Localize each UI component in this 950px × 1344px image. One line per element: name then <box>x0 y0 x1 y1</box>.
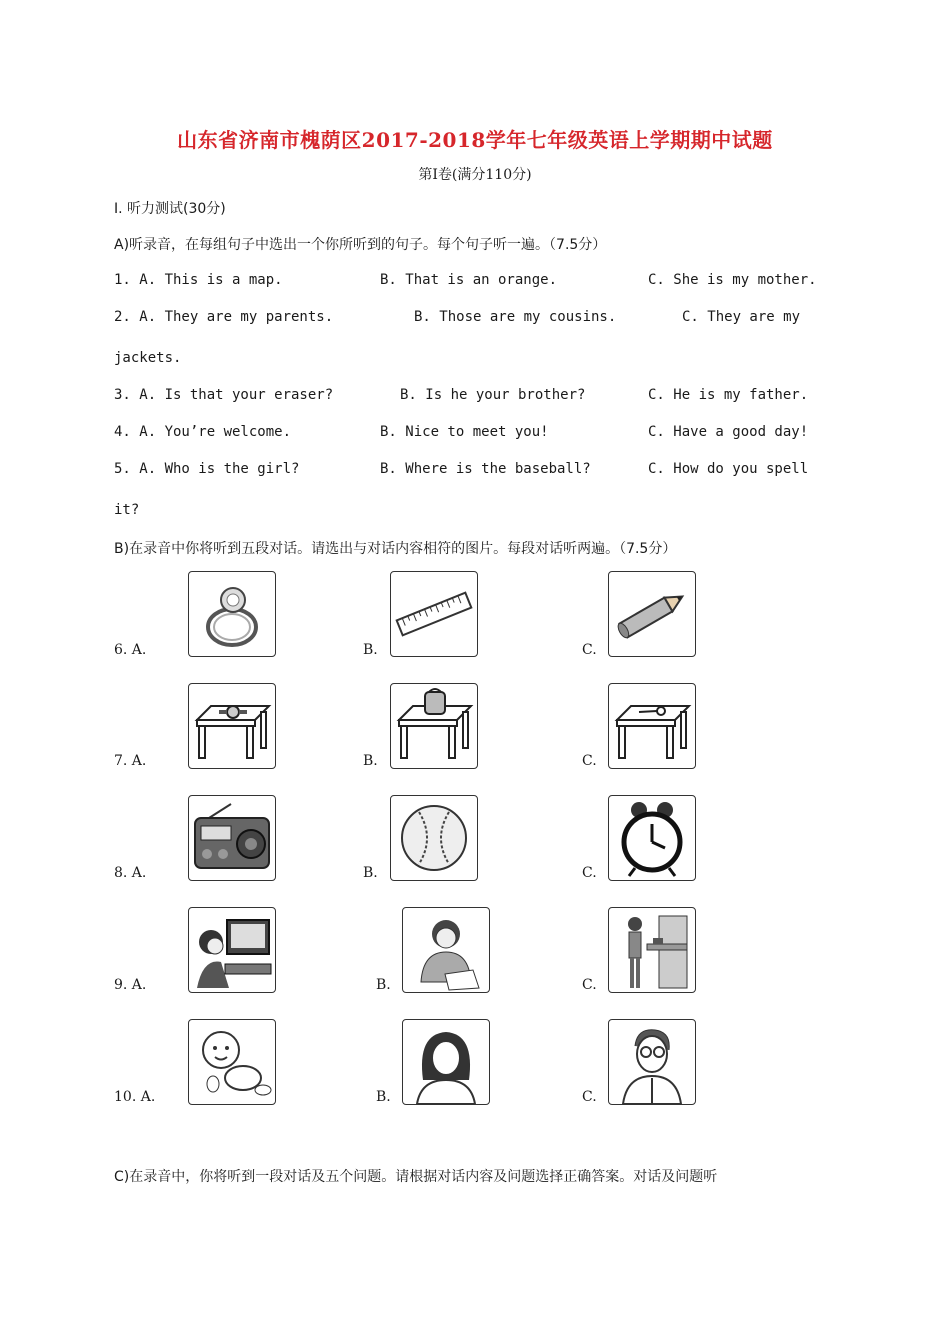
q1-option-a: 1. A. This is a map. <box>114 272 283 288</box>
pencil-image <box>608 571 696 657</box>
q2-option-b: B. Those are my cousins. <box>414 309 617 325</box>
woman-image <box>402 1019 490 1105</box>
baseball-image <box>390 795 478 881</box>
q2-option-c: C. They are my <box>682 309 801 325</box>
baby-image <box>188 1019 276 1105</box>
q5-option-a: 5. A. Who is the girl? <box>114 461 300 477</box>
part-a-instruction: A)听录音，在每组句子中选出一个你所听到的句子。每个句子听一遍。（7.5分） <box>114 237 607 253</box>
q5-option-c: C. How do you spell <box>648 461 809 477</box>
q5-option-b: B. Where is the baseball? <box>380 461 591 477</box>
man-glasses-image <box>608 1019 696 1105</box>
girl-computer-image <box>188 907 276 993</box>
q2-option-a: 2. A. They are my parents. <box>114 309 334 325</box>
q3-option-a: 3. A. Is that your eraser? <box>114 387 334 403</box>
table-key-image <box>608 683 696 769</box>
section-heading: I. 听力测试(30分) <box>114 201 226 217</box>
q9-label-c: C. <box>582 977 597 993</box>
q6-label-c: C. <box>582 642 597 658</box>
q1-option-c: C. She is my mother. <box>648 272 817 288</box>
q9-label-a: 9. A. <box>114 977 147 993</box>
q6-label-b: B. <box>363 642 378 658</box>
part-b-instruction: B)在录音中你将听到五段对话。请选出与对话内容相符的图片。每段对话听两遍。（7.5分） <box>114 541 677 557</box>
q3-option-c: C. He is my father. <box>648 387 809 403</box>
q4-option-b: B. Nice to meet you! <box>380 424 549 440</box>
q10-label-b: B. <box>376 1089 391 1105</box>
q8-label-c: C. <box>582 865 597 881</box>
girl-phone-image <box>608 907 696 993</box>
paper-subtitle: 第Ⅰ卷(满分110分) <box>418 167 532 183</box>
q10-label-a: 10. A. <box>114 1089 156 1105</box>
q4-option-a: 4. A. You’re welcome. <box>114 424 292 440</box>
q1-option-b: B. That is an orange. <box>380 272 558 288</box>
q4-option-c: C. Have a good day! <box>648 424 809 440</box>
q8-label-a: 8. A. <box>114 865 147 881</box>
q8-label-b: B. <box>363 865 378 881</box>
ring-image <box>188 571 276 657</box>
q6-label-a: 6. A. <box>114 642 147 658</box>
q7-label-b: B. <box>363 753 378 769</box>
radio-image <box>188 795 276 881</box>
q2-continuation: jackets. <box>114 350 182 366</box>
q9-label-b: B. <box>376 977 391 993</box>
alarm-clock-image <box>608 795 696 881</box>
girl-writing-image <box>402 907 490 993</box>
table-schoolbag-image <box>390 683 478 769</box>
table-watch-image <box>188 683 276 769</box>
ruler-image <box>390 571 478 657</box>
q10-label-c: C. <box>582 1089 597 1105</box>
q7-label-a: 7. A. <box>114 753 147 769</box>
q3-option-b: B. Is he your brother? <box>400 387 586 403</box>
q5-continuation: it? <box>114 502 140 518</box>
q7-label-c: C. <box>582 753 597 769</box>
part-c-instruction: C)在录音中，你将听到一段对话及五个问题。请根据对话内容及问题选择正确答案。对话及问题听 <box>114 1169 718 1185</box>
page-title: 山东省济南市槐荫区2017-2018学年七年级英语上学期期中试题 <box>177 128 773 152</box>
